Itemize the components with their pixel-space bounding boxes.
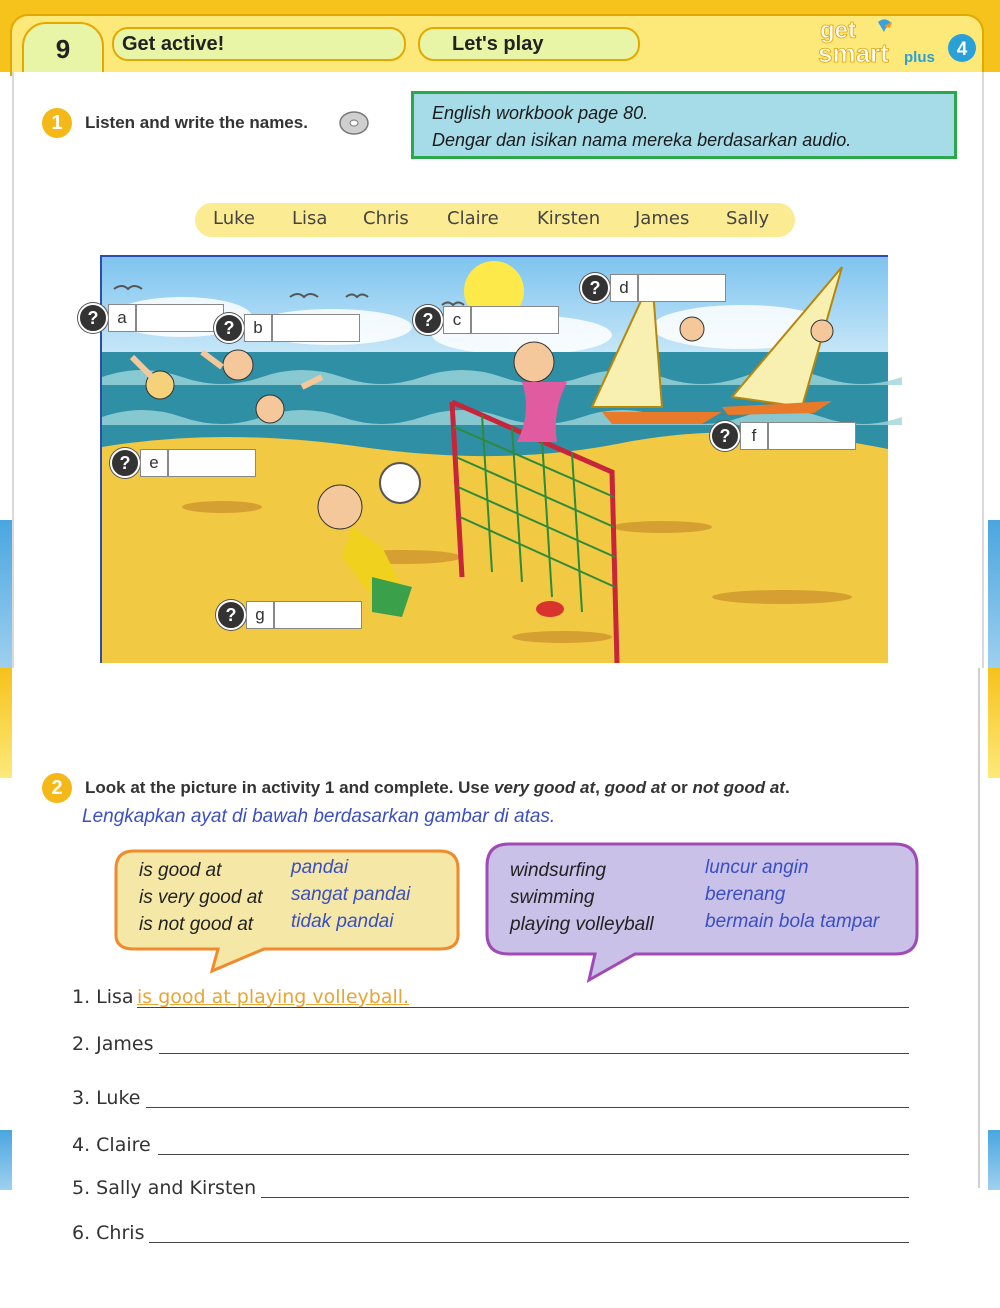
title-emphasis: good at (604, 778, 666, 797)
title-emphasis: very good at (494, 778, 596, 797)
answer-input-c[interactable] (471, 306, 559, 334)
question-mark-icon[interactable]: ? (413, 305, 443, 335)
phrase-not-good-at: is not good at (139, 914, 254, 935)
question-mark-icon[interactable]: ? (710, 421, 740, 451)
label-slot-a (78, 303, 228, 331)
section-title-get-active (112, 27, 406, 61)
name-option[interactable]: Sally (726, 208, 770, 229)
right-edge-strip-lower (988, 1130, 1000, 1190)
logo-line2: smart (818, 38, 889, 68)
section-title-text: Get active! (122, 33, 225, 55)
answer-line-2[interactable] (159, 1053, 909, 1054)
answer-input-d[interactable] (638, 274, 726, 302)
exercise-2-number: 2 (42, 773, 72, 803)
example-answer: is good at playing volleyball. (137, 986, 410, 1008)
left-edge-yellow (0, 668, 12, 778)
activity-volleyball: playing volleyball (510, 914, 654, 935)
translation-berenang: berenang (705, 884, 786, 905)
question-mark-icon[interactable]: ? (78, 303, 108, 333)
slot-letter: c (443, 306, 471, 334)
answer-line-4[interactable] (158, 1154, 909, 1155)
logo-plus: plus (904, 49, 935, 66)
slot-letter: f (740, 422, 768, 450)
sentence-label-6: 6. Chris (72, 1222, 145, 1244)
activity-windsurfing: windsurfing (510, 860, 607, 881)
slot-letter: a (108, 304, 136, 332)
level-number: 4 (956, 39, 968, 60)
label-slot-e (110, 448, 260, 476)
label-slot-f (710, 421, 860, 449)
sentence-label-1: 1. Lisa (72, 986, 134, 1008)
slot-letter: g (246, 601, 274, 629)
exercise-2-subtitle: Lengkapkan ayat di bawah berdasarkan gambar di atas. (82, 806, 556, 827)
right-edge-yellow (988, 668, 1000, 778)
question-mark-icon[interactable]: ? (216, 600, 246, 630)
slot-letter: b (244, 314, 272, 342)
title-emphasis: not good at (692, 778, 785, 797)
answer-input-a[interactable] (136, 304, 224, 332)
get-smart-logo (818, 16, 978, 68)
answer-line-1[interactable] (137, 1007, 909, 1008)
phrase-good-at: is good at (139, 860, 222, 881)
answer-line-3[interactable] (146, 1107, 909, 1108)
bird-icon (878, 19, 892, 32)
slot-letter: e (140, 449, 168, 477)
sentence-label-5: 5. Sally and Kirsten (72, 1177, 257, 1199)
phrase-very-good-at: is very good at (139, 887, 263, 908)
label-slot-c (413, 305, 563, 333)
answer-input-g[interactable] (274, 601, 362, 629)
name-bank (195, 203, 795, 237)
left-edge-strip (0, 520, 12, 670)
answer-input-b[interactable] (272, 314, 360, 342)
sentence-label-2: 2. James (72, 1033, 154, 1055)
answer-line-6[interactable] (149, 1242, 909, 1243)
unit-number: 9 (22, 22, 104, 74)
translation-sangat-pandai: sangat pandai (291, 884, 411, 905)
translation-luncur-angin: luncur angin (705, 857, 809, 878)
label-slot-d (580, 273, 730, 301)
volleyball (380, 463, 420, 503)
exercise-1-number: 1 (42, 108, 72, 138)
name-option[interactable]: Claire (447, 208, 499, 229)
section-title-text: Let's play (452, 33, 544, 55)
crab (536, 601, 564, 617)
name-option[interactable]: James (635, 208, 690, 229)
translation-tidak-pandai: tidak pandai (291, 911, 394, 932)
question-mark-icon[interactable]: ? (580, 273, 610, 303)
answer-line-5[interactable] (261, 1197, 909, 1198)
question-mark-icon[interactable]: ? (214, 313, 244, 343)
title-text: . (784, 778, 790, 797)
left-edge-strip-lower (0, 1130, 12, 1190)
title-text: , (595, 778, 605, 797)
logo-line1: get (820, 17, 856, 44)
translation-pandai: pandai (291, 857, 349, 878)
exercise-1-title: Listen and write the names. (85, 113, 308, 132)
answer-input-f[interactable] (768, 422, 856, 450)
activity-swimming: swimming (510, 887, 595, 908)
name-option[interactable]: Lisa (292, 208, 328, 229)
section-title-lets-play (418, 27, 640, 61)
title-text: Look at the picture in activity 1 and complete. Use (85, 778, 495, 797)
name-option[interactable]: Chris (363, 208, 409, 229)
exercise-2-title (85, 778, 790, 798)
cd-audio-icon[interactable] (338, 108, 370, 136)
workbook-note-box (411, 91, 957, 159)
name-option[interactable]: Luke (213, 208, 255, 229)
beach-scene-illustration (87, 255, 888, 663)
right-frame-line (978, 668, 980, 1188)
note-line-2: Dengar dan isikan nama mereka berdasarkan audio. (432, 130, 852, 150)
translation-bermain-bola-tampar: bermain bola tampar (705, 911, 880, 932)
slot-letter: d (610, 274, 638, 302)
question-mark-icon[interactable]: ? (110, 448, 140, 478)
note-line-1: English workbook page 80. (432, 103, 649, 123)
sentence-label-4: 4. Claire (72, 1134, 151, 1156)
title-text: or (665, 778, 693, 797)
answer-input-e[interactable] (168, 449, 256, 477)
label-slot-b (214, 313, 364, 341)
sentence-label-3: 3. Luke (72, 1087, 141, 1109)
right-edge-strip (988, 520, 1000, 670)
label-slot-g (216, 600, 366, 628)
name-option[interactable]: Kirsten (537, 208, 601, 229)
